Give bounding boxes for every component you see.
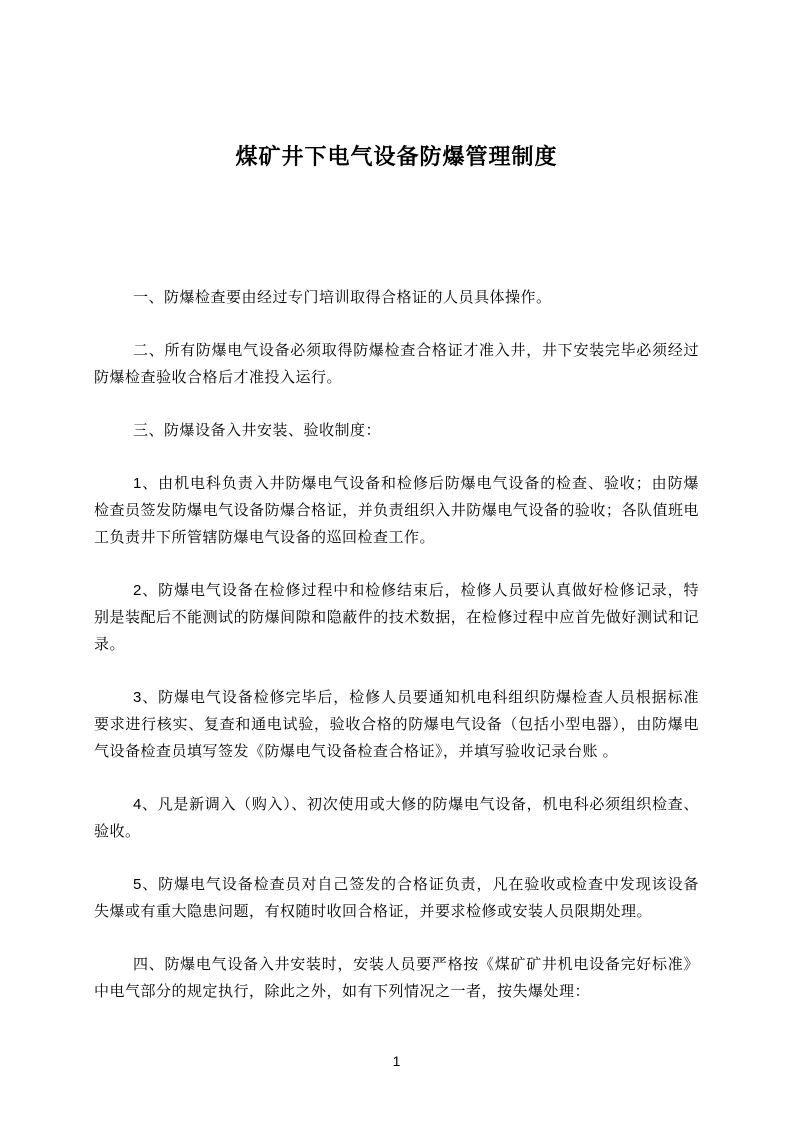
paragraph-subitem-3: 3、防爆电气设备检修完毕后，检修人员要通知机电科组织防爆检查人员根据标准要求进行核实、复查和通电试验，验收合格的防爆电气设备（包括小型电器），由防爆电气设备检查员填写签发《防爆电气设备检查合格证》，并填写验收记录台账 。: [94, 689, 699, 760]
paragraph-subitem-2: 2、防爆电气设备在检修过程中和检修结束后，检修人员要认真做好检修记录，特别是装配后不能测试的防爆间隙和隐蔽件的技术数据，在检修过程中应首先做好测试和记录。: [94, 582, 699, 653]
paragraph-item-1: 一、防爆检查要由经过专门培训取得合格证的人员具体操作。: [133, 289, 552, 306]
paragraph-subitem-1: 1、由机电科负责入井防爆电气设备和检修后防爆电气设备的检查、验收；由防爆检查员签发防爆电气设备防爆合格证，并负责组织入井防爆电气设备的验收；各队值班电工负责井下所管辖防爆电气设备的巡回检查工作。: [94, 475, 699, 546]
paragraph-item-2: 二、所有防爆电气设备必须取得防爆检查合格证才准入井，井下安装完毕必须经过防爆检查验收合格后才准投入运行。: [94, 342, 699, 386]
paragraph-subitem-5: 5、防爆电气设备检查员对自己签发的合格证负责，凡在验收或检查中发现该设备失爆或有重大隐患问题，有权随时收回合格证，并要求检修或安装人员限期处理。: [94, 876, 699, 920]
paragraph-item-4: 四、防爆电气设备入井安装时，安装人员要严格按《煤矿矿井机电设备完好标准》中电气部分的规定执行，除此之外，如有下列情况之一者，按失爆处理：: [94, 956, 699, 1000]
document-title: 煤矿井下电气设备防爆管理制度: [235, 144, 558, 169]
paragraph-item-3: 三、防爆设备入井安装、验收制度：: [133, 422, 382, 439]
document-body: [94, 284, 699, 1005]
paragraph-subitem-4: 4、凡是新调入（购入）、初次使用或大修的防爆电气设备，机电科必须组织检查、验收。: [94, 796, 699, 840]
page-number: 1: [392, 1053, 401, 1069]
